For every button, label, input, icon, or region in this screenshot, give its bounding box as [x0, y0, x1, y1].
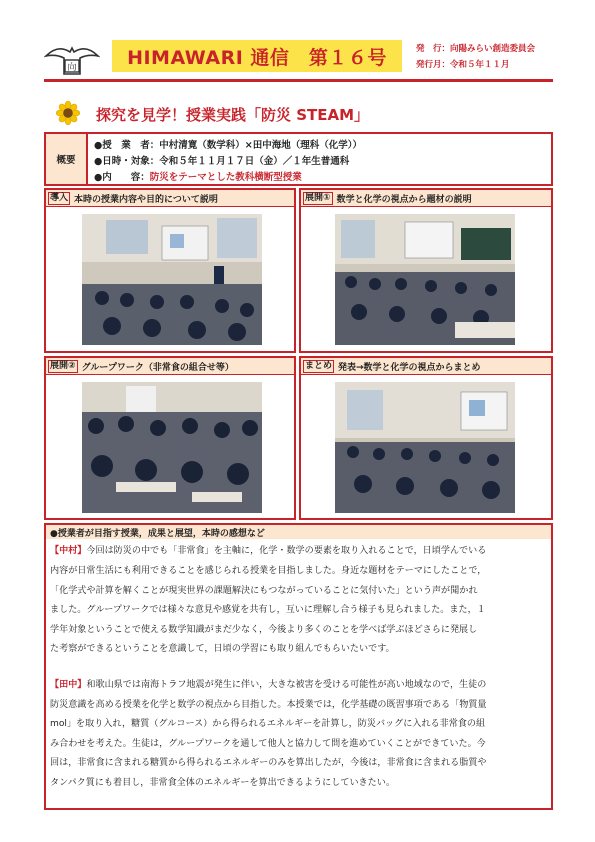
- publisher: 発 行：向陽みらい創造委員会: [416, 44, 536, 54]
- text-line: 【中村】今回は防災の中でも「非常食」を主軸に，化学・数学の要素を取り入れることで，日頃学んでいる: [50, 546, 487, 556]
- panel-tag: まとめ: [305, 360, 333, 371]
- panel-caption: 発表→数学と化学の視点からまとめ: [338, 362, 481, 373]
- class-photo-summary: [335, 382, 515, 513]
- class-photo-development-1: [335, 214, 515, 345]
- panel-caption: 数学と化学の視点から題材の説明: [336, 194, 472, 205]
- school-crest-icon: [44, 40, 100, 80]
- outline-content: ●内 容：防災をテーマとした教科横断型授業: [94, 172, 302, 183]
- newsletter-title: HIMAWARI 通信 第１６号: [112, 40, 402, 72]
- text-line: mol」を取り入れ，糖質（グルコース）から得られるエネルギーを計算し，防災バッグに入れる非常食の組: [50, 719, 486, 729]
- text-line: 「化学式や計算を解くことが現実世界の課題解決にもつながっていることに気付いた」という声が聞かれ: [50, 586, 478, 596]
- publication-info: [416, 41, 535, 73]
- text-line: タンパク質にも着目し，非常食全体のエネルギーを算出できるようにしていきたい。: [50, 778, 395, 788]
- text-line: 回は，非常食に含まれる糖質から得られるエネルギーのみを算出したが，今後は，非常食に含まれる脂質や: [50, 758, 487, 768]
- text-line: 学年対象ということで使える数学知識がまだ少なく，今後より多くのことを学べば学ぶほどさらに発展し: [50, 625, 478, 635]
- panel-header: [46, 358, 294, 375]
- header-divider: [44, 79, 553, 82]
- author-tag: 【中村】: [50, 546, 87, 556]
- outline-date: ●日時・対象：令和５年１１月１７日（金）／１年生普通科: [94, 156, 350, 167]
- panel-caption: グループワーク（非常食の組合せ等）: [81, 362, 234, 373]
- panel-tag: 導入: [50, 192, 69, 203]
- panel-tag: 展開②: [50, 360, 76, 371]
- class-photo-development-2: [82, 382, 262, 513]
- panel-header: [301, 358, 551, 375]
- panel-header: [301, 190, 551, 207]
- text-line: ました。グループワークでは様々な意見や感覚を共有し，互いに理解し合う様子も見られました。また，１: [50, 605, 486, 615]
- article-title: 探究を見学！授業実践「防災 STEAM」: [96, 106, 370, 124]
- panel-tag: 展開①: [305, 192, 331, 203]
- outline-teacher: ●授 業 者：中村清寛（数学科）×田中海地（理科（化学））: [94, 140, 363, 151]
- author-tag: 【田中】: [50, 680, 87, 690]
- class-photo-introduction: [82, 214, 262, 345]
- text-line: 防災意識を高める授業を化学と数学の視点から目指した。本授業では，化学基礎の既習事項である「物質量: [50, 700, 487, 710]
- svg-text:向: 向: [67, 63, 77, 73]
- sunflower-icon: [56, 101, 80, 125]
- text-line: 内容が日常生活にも利用できることを感じられる授業を目指しました。身近な題材をテーマにしたことで，: [50, 566, 487, 576]
- panel-caption: 本時の授業内容や目的について説明: [74, 194, 218, 205]
- text-line: 【田中】和歌山県では南海トラフ地震が発生に伴い，大きな被害を受ける可能性が高い地域なので，生徒の: [50, 680, 487, 690]
- reflection-heading: ●授業者が目指す授業，成果と展望，本時の感想など: [46, 525, 551, 539]
- issue-date: 発行月：令和５年１１月: [416, 60, 510, 70]
- outline-label: 概要: [44, 132, 88, 186]
- text-line: た考察ができるということを意識して，日頃の学習にも取り組んでもらいたいです。: [50, 644, 395, 654]
- text-line: み合わせを考えた。生徒は，グループワークを通して他人と協力して問を進めていくことができていた。今: [50, 739, 486, 749]
- panel-header: [46, 190, 294, 207]
